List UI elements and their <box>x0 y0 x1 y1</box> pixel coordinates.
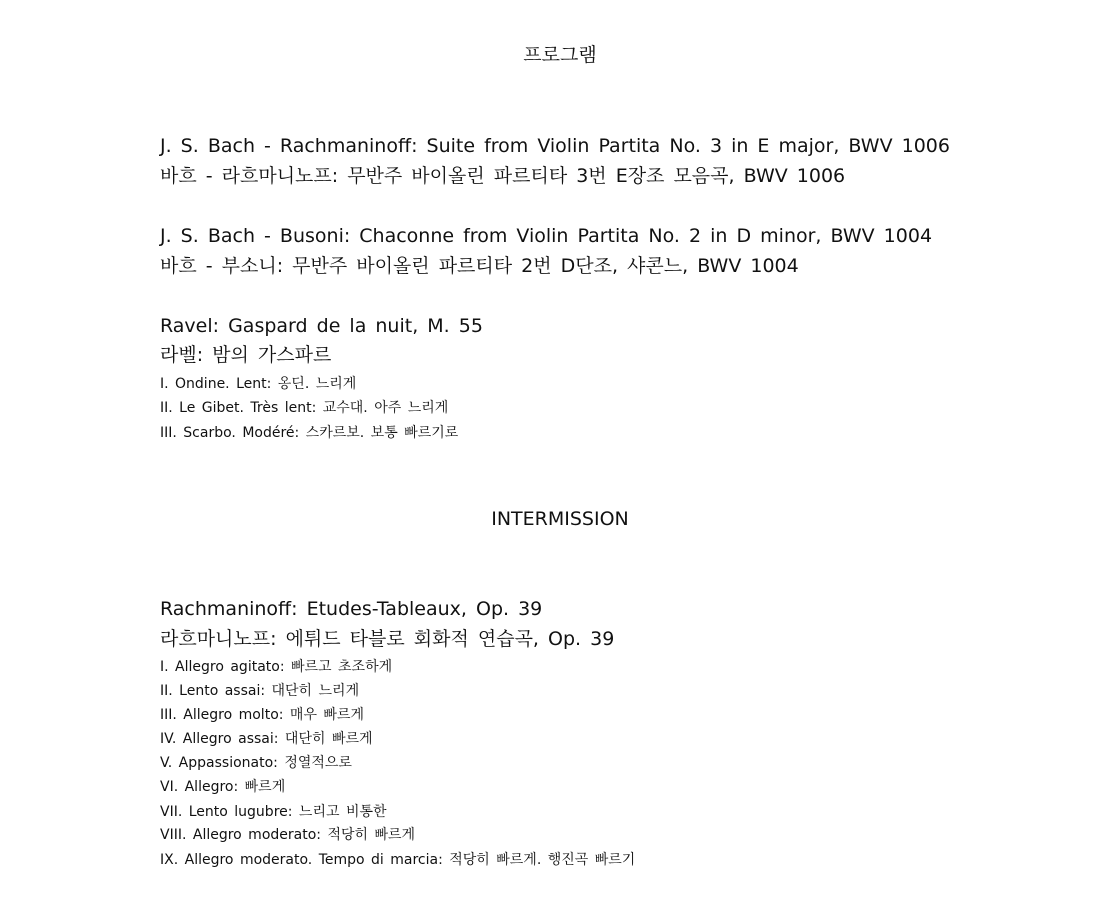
movement-item: II. Lento assai: 대단히 느리게 <box>160 683 360 699</box>
piece-1-title-en: J. S. Bach - Rachmaninoff: Suite from Violin Partita No. 3 in E major, BWV 1006 <box>160 135 950 157</box>
intermission-heading: INTERMISSION <box>491 508 629 530</box>
piece-1-title-ko: 바흐 - 라흐마니노프: 무반주 바이올린 파르티타 3번 E장조 모음곡, BWV 1006 <box>160 165 846 187</box>
movement-item: III. Scarbo. Modéré: 스카르보. 보통 빠르기로 <box>160 425 459 441</box>
movement-item: IX. Allegro moderato. Tempo di marcia: 적당히 빠르게. 행진곡 빠르기 <box>160 852 636 868</box>
movement-item: V. Appassionato: 정열적으로 <box>160 755 352 771</box>
piece-4-title-ko: 라흐마니노프: 에튀드 타블로 회화적 연습곡, Op. 39 <box>160 628 615 650</box>
piece-4-title-en: Rachmaninoff: Etudes-Tableaux, Op. 39 <box>160 598 543 620</box>
piece-3-title-ko: 라벨: 밤의 가스파르 <box>160 344 332 366</box>
movement-item: VII. Lento lugubre: 느리고 비통한 <box>160 804 387 820</box>
movement-item: VI. Allegro: 빠르게 <box>160 779 286 795</box>
movement-item: I. Allegro agitato: 빠르고 초조하게 <box>160 659 393 675</box>
movement-item: I. Ondine. Lent: 옹딘. 느리게 <box>160 376 357 392</box>
piece-2-title-en: J. S. Bach - Busoni: Chaconne from Violin Partita No. 2 in D minor, BWV 1004 <box>160 225 933 247</box>
piece-2-title-ko: 바흐 - 부소니: 무반주 바이올린 파르티타 2번 D단조, 샤콘느, BWV 1004 <box>160 255 799 277</box>
program-title: 프로그램 <box>523 44 597 66</box>
movement-item: III. Allegro molto: 매우 빠르게 <box>160 707 364 723</box>
movement-item: IV. Allegro assai: 대단히 빠르게 <box>160 731 373 747</box>
movement-item: II. Le Gibet. Très lent: 교수대. 아주 느리게 <box>160 400 449 416</box>
piece-3-title-en: Ravel: Gaspard de la nuit, M. 55 <box>160 315 483 337</box>
movement-item: VIII. Allegro moderato: 적당히 빠르게 <box>160 827 416 843</box>
